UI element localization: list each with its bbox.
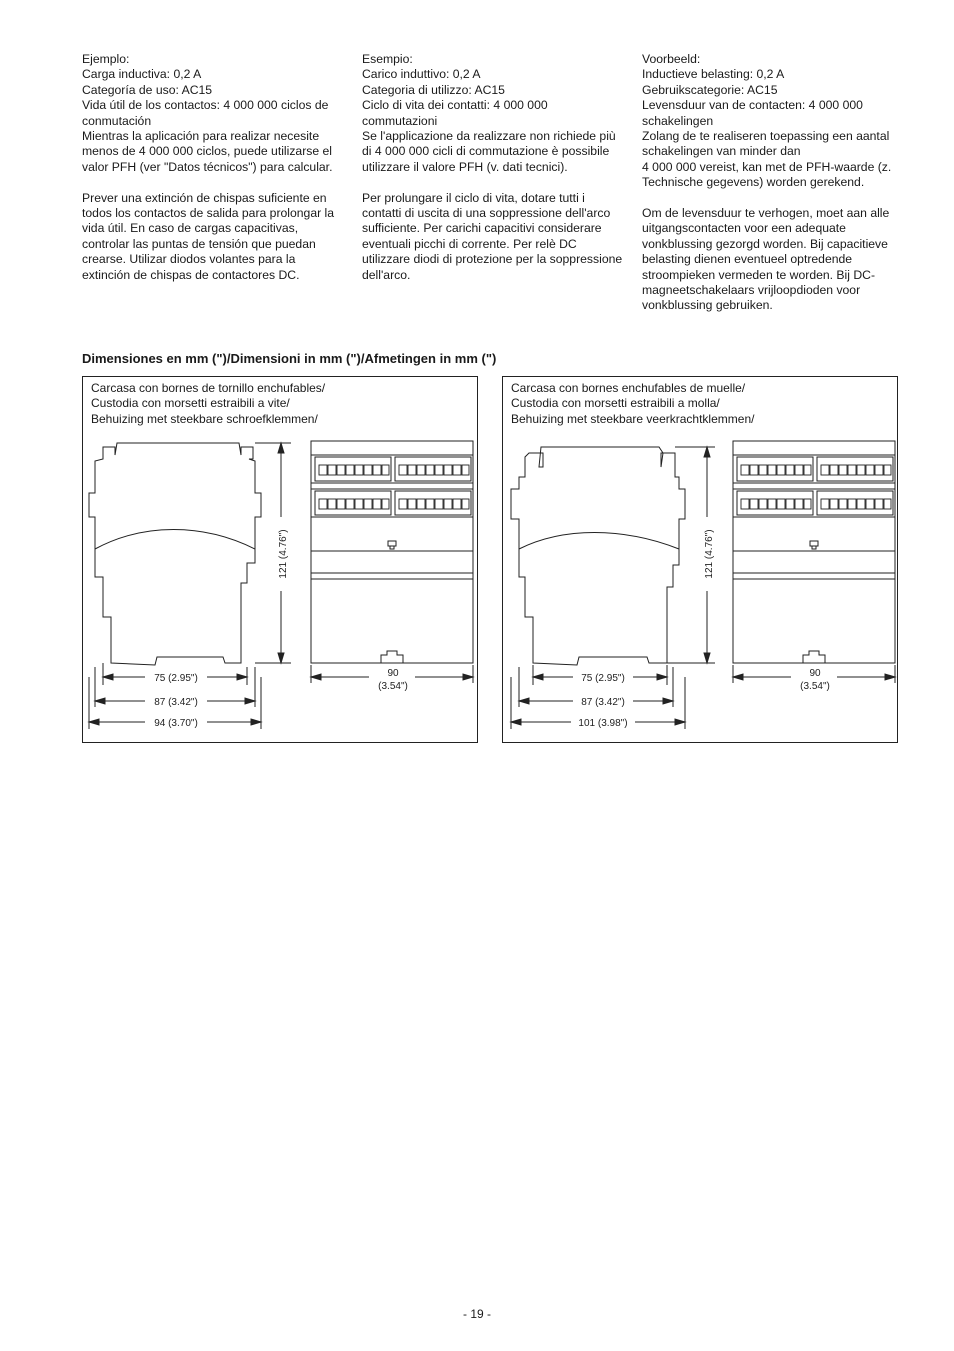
caption-line-nl: Behuizing met steekbare veerkrachtklemmen/ <box>511 411 755 426</box>
front-width-label: 90 <box>809 668 821 679</box>
width-87-label: 87 (3.42") <box>581 697 625 708</box>
paragraph-spark-suppression: Per prolungare il ciclo di vita, dotare tutti i contatti di uscita di una soppressione dell'arco sufficiente. Per carichi capacitivi considerare eventuali picchi di corrente. Per relè DC utilizzare diodi di protezione per la soppressione dell'arco. <box>362 190 623 282</box>
height-label: 121 (4.76") <box>278 529 289 579</box>
figure-screw-terminals <box>82 376 478 743</box>
side-view-housing <box>511 447 685 665</box>
text-column-spanish <box>82 52 344 298</box>
side-view-housing <box>89 443 261 665</box>
front-width-label: 90 <box>387 668 399 679</box>
front-view-housing <box>733 441 895 663</box>
page-number: - 19 - <box>462 1307 491 1321</box>
front-width-inch-label: (3.54") <box>378 681 408 692</box>
caption-line-es: Carcasa con bornes de tornillo enchufables/ <box>91 381 326 395</box>
width-87-label: 87 (3.42") <box>154 697 198 708</box>
text-column-italian <box>362 52 624 298</box>
paragraph-spark-suppression: Prever una extinción de chispas suficiente en todos los contactos de salida para prolongar la vida útil. En caso de cargas capacitivas, controlar las puntas de tensión que puedan crearse. Utilizar diodos volantes para la extinción de chispas de contactores DC. <box>82 190 335 282</box>
caption-line-es: Carcasa con bornes enchufables de muelle/ <box>511 381 746 395</box>
width-75-label: 75 (2.95") <box>154 673 198 684</box>
width-101-label: 101 (3.98") <box>578 718 628 729</box>
dimension-drawing <box>503 377 899 744</box>
figure-spring-terminals <box>502 376 898 743</box>
text-column-dutch <box>642 52 904 329</box>
paragraph-example: Esempio: Carico induttivo: 0,2 A Categoria di utilizzo: AC15 Ciclo di vita dei contatti: 4 000 000 commutazioni Se l'applicazione da realizzare non richiede più di 4 000 000 cicli di commutazione è possibile utilizzare il valore PFH (v. dati tecnici). <box>362 52 616 174</box>
height-label: 121 (4.76") <box>704 529 715 579</box>
paragraph-example: Voorbeeld: Inductieve belasting: 0,2 A Gebruikscategorie: AC15 Levensduur van de contacten: 4 000 000 schakelingen Zolang de te realiseren toepassing een aantal schakelingen van minder dan 4 000 000 vereist, kan met de PFH-waarde (z. Technische gegevens) worden gerekend. <box>642 52 892 190</box>
caption-line-it: Custodia con morsetti estraibili a molla/ <box>511 396 720 411</box>
width-94-label: 94 (3.70") <box>154 718 198 729</box>
paragraph-spark-suppression: Om de levensduur te verhogen, moet aan alle uitgangscontacten voor een adequate vonkblussing gezorgd worden. Bij capacitieve belasting dienen eventueel optredende stroompieken vermeden te worden. Bij DC-magneetschakelaars vrijloopdioden voor vonkblussing gebruiken. <box>642 206 890 313</box>
paragraph-example: Ejemplo: Carga inductiva: 0,2 A Categoría de uso: AC15 Vida útil de los contactos: 4 000 000 ciclos de conmutación Mientras la aplicación para realizar necesite menos de 4 000 000 ciclos, puede utilizarse el valor PFH (ver "Datos técnicos") para calcular. <box>82 52 333 174</box>
dimension-drawing <box>83 377 479 744</box>
width-75-label: 75 (2.95") <box>581 673 625 684</box>
dimensions-heading: Dimensiones en mm (")/Dimensioni in mm (")/Afmetingen in mm (") <box>82 351 497 366</box>
caption-line-nl: Behuizing met steekbare schroefklemmen/ <box>91 411 318 426</box>
caption-line-it: Custodia con morsetti estraibili a vite/ <box>91 396 290 411</box>
front-view-housing <box>311 441 473 663</box>
front-width-inch-label: (3.54") <box>800 681 830 692</box>
